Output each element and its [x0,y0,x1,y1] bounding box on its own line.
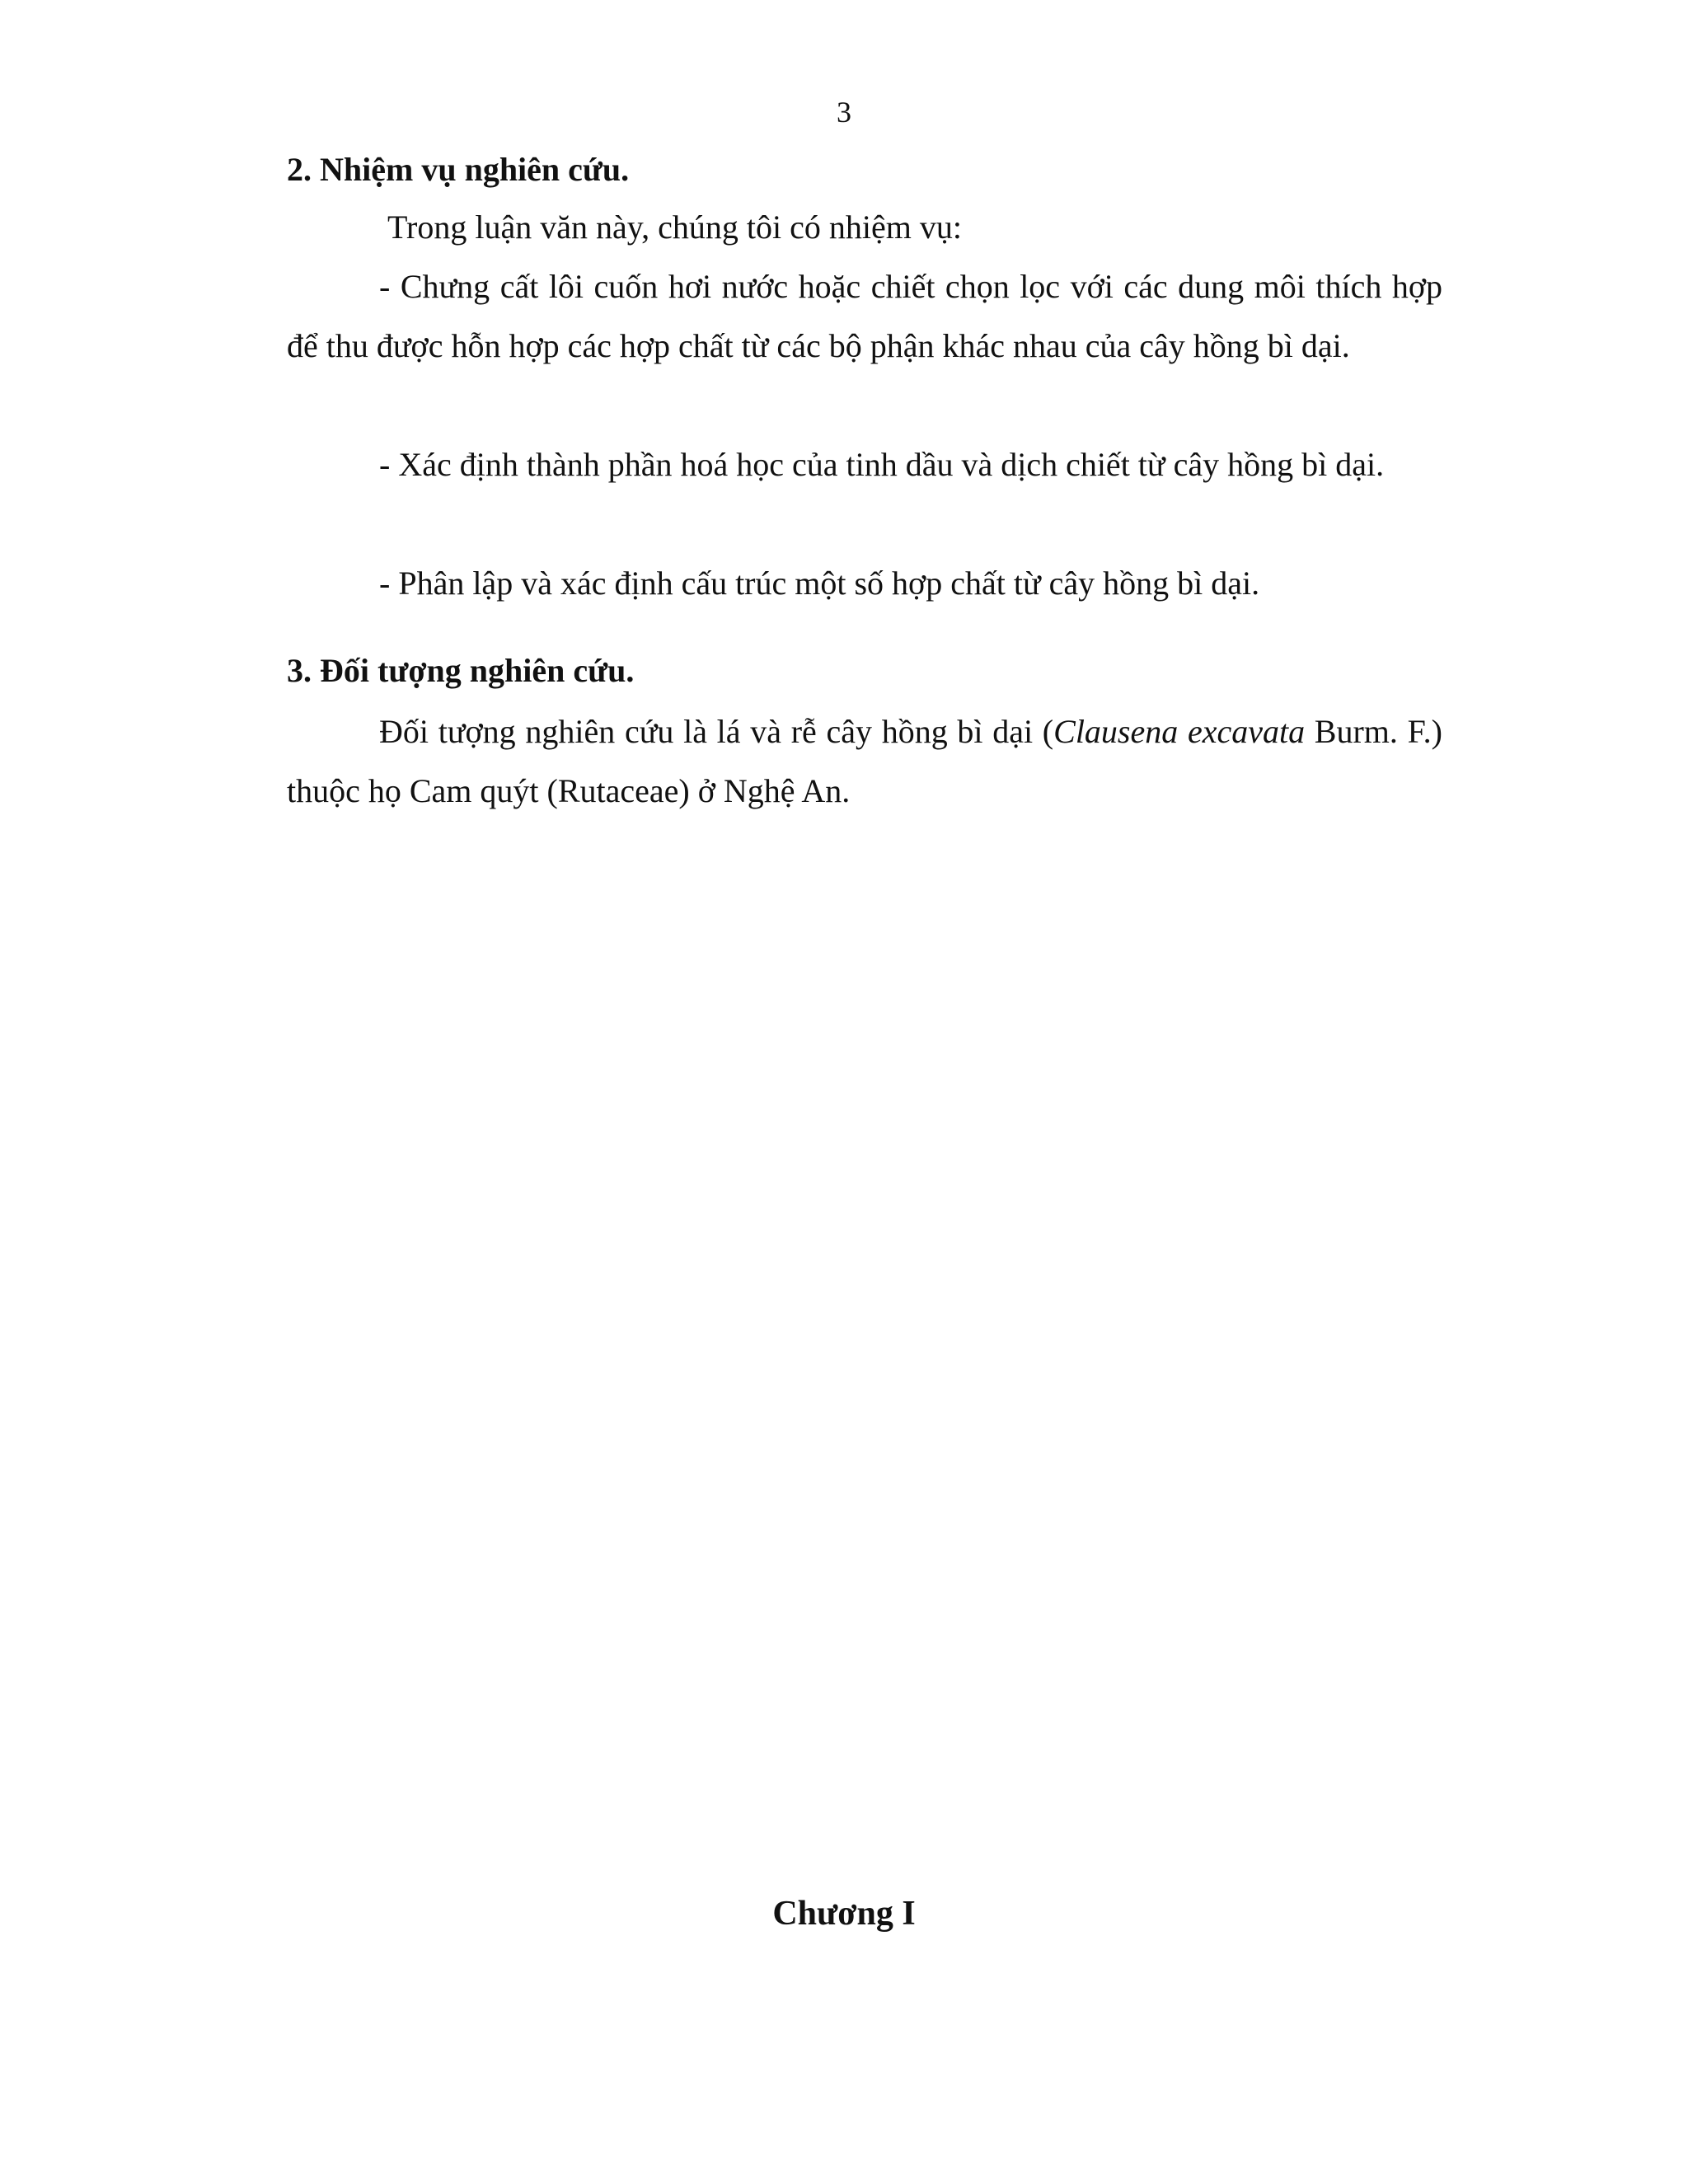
section-2-heading: 2. Nhiệm vụ nghiên cứu. [287,151,630,188]
section-2-intro: Trong luận văn này, chúng tôi có nhiệm vụ: [387,209,962,246]
page-number: 3 [837,96,851,129]
section-3-text-start: Đối tượng nghiên cứu là lá và rễ cây hồng bì dại ( [379,713,1054,750]
chapter-title: Chương I [772,1895,916,1933]
section-3-text-end: Burm. F.) thuộc họ Cam quýt (Rutaceae) ở Nghệ An. [287,713,1442,809]
section-3-heading: 3. Đối tượng nghiên cứu. [287,652,635,689]
task-item-3: - Phân lập và xác định cấu trúc một số hợp chất từ cây hồng bì dại. [379,565,1260,602]
task-item-2: - Xác định thành phần hoá học của tinh dầu và dịch chiết từ cây hồng bì dại. [379,446,1385,483]
species-name: Clausena excavata [1053,713,1306,750]
section-3-paragraph [287,702,1442,821]
task-item-1: - Chưng cất lôi cuốn hơi nước hoặc chiết chọn lọc với các dung môi thích hợp để thu được hỗn hợp các hợp chất từ các bộ phận khác nhau của cây hồng bì dại. [287,268,1442,364]
